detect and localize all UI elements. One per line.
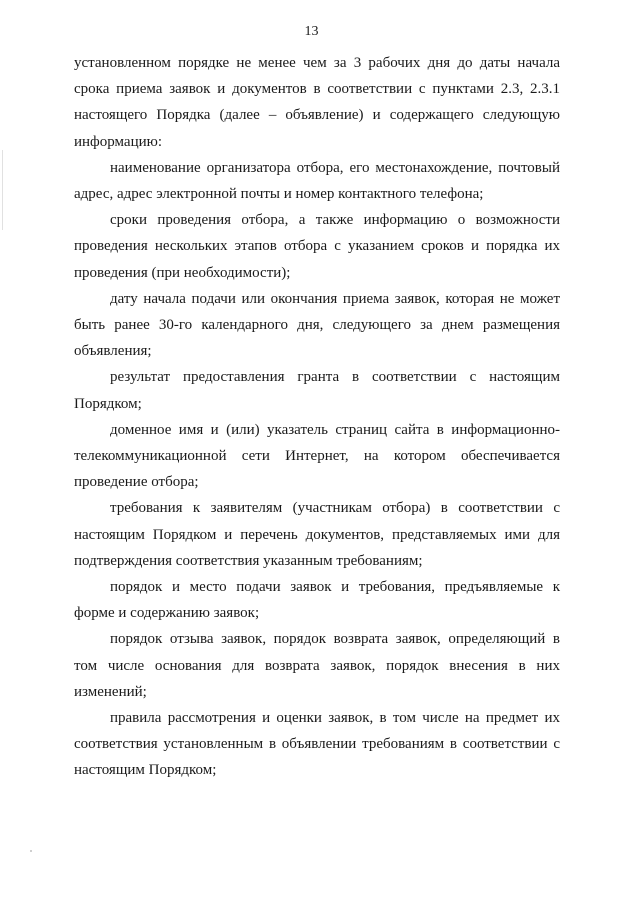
paragraph [74, 364, 560, 416]
text-line: проведение отбора; [74, 474, 199, 491]
text-line: наименование организатора отбора, его местонахождение, почтовый [110, 159, 560, 176]
text-line: соответствия установленным в объявлении требованиям в соответствии с [74, 736, 560, 753]
text-line: требования к заявителям (участникам отбора) в соответствии с [110, 500, 560, 517]
text-line: установленном порядке не менее чем за 3 рабочих дня до даты начала [74, 55, 560, 71]
text-line: том числе основания для возврата заявок, порядок внесения в них [74, 657, 560, 674]
text-line: правила рассмотрения и оценки заявок, в том числе на предмет их [110, 710, 560, 727]
paragraph [74, 155, 560, 207]
text-line: доменное имя и (или) указатель страниц сайта в информационно- [110, 421, 560, 438]
paragraph [74, 417, 560, 496]
paragraph [74, 626, 560, 705]
text-line: срока приема заявок и документов в соответствии с пунктами 2.3, 2.3.1 [74, 81, 560, 98]
text-line: проведения (при необходимости); [74, 264, 291, 281]
paragraph [74, 286, 560, 365]
text-line: проведения нескольких этапов отбора с указанием сроков и порядка их [74, 238, 560, 255]
text-line: быть ранее 30-го календарного дня, следующего за днем размещения [74, 317, 560, 334]
text-line: Порядком; [74, 395, 142, 412]
text-line: настоящим Порядком и перечень документов, представляемых ими для [74, 526, 560, 543]
text-line: объявления; [74, 343, 152, 360]
text-line: информацию: [74, 133, 163, 150]
text-line: форме и содержанию заявок; [74, 605, 260, 622]
paragraph [74, 50, 560, 155]
scan-mark [2, 150, 3, 230]
text-line: настоящим Порядком; [74, 762, 217, 779]
text-line: подтверждения соответствия указанным требованиям; [74, 552, 423, 569]
scan-mark [30, 850, 32, 852]
text-line: порядок и место подачи заявок и требования, предъявляемые к [110, 579, 560, 596]
document-body [74, 50, 560, 784]
text-line: сроки проведения отбора, а также информацию о возможности [110, 212, 560, 229]
paragraph [74, 495, 560, 574]
paragraph [74, 574, 560, 626]
text-line: порядок отзыва заявок, порядок возврата заявок, определяющий в [110, 631, 560, 648]
text-line: телекоммуникационной сети Интернет, на котором обеспечивается [74, 448, 560, 465]
text-line: результат предоставления гранта в соответствии с настоящим [110, 369, 560, 386]
page-number: 13 [304, 24, 319, 39]
text-line: адрес, адрес электронной почты и номер контактного телефона; [74, 186, 484, 203]
paragraph [74, 207, 560, 286]
text-line: настоящего Порядка (далее – объявление) и содержащего следующую [74, 107, 560, 124]
paragraph [74, 705, 560, 784]
text-line: изменений; [74, 683, 147, 700]
text-line: дату начала подачи или окончания приема заявок, которая не может [110, 290, 560, 307]
